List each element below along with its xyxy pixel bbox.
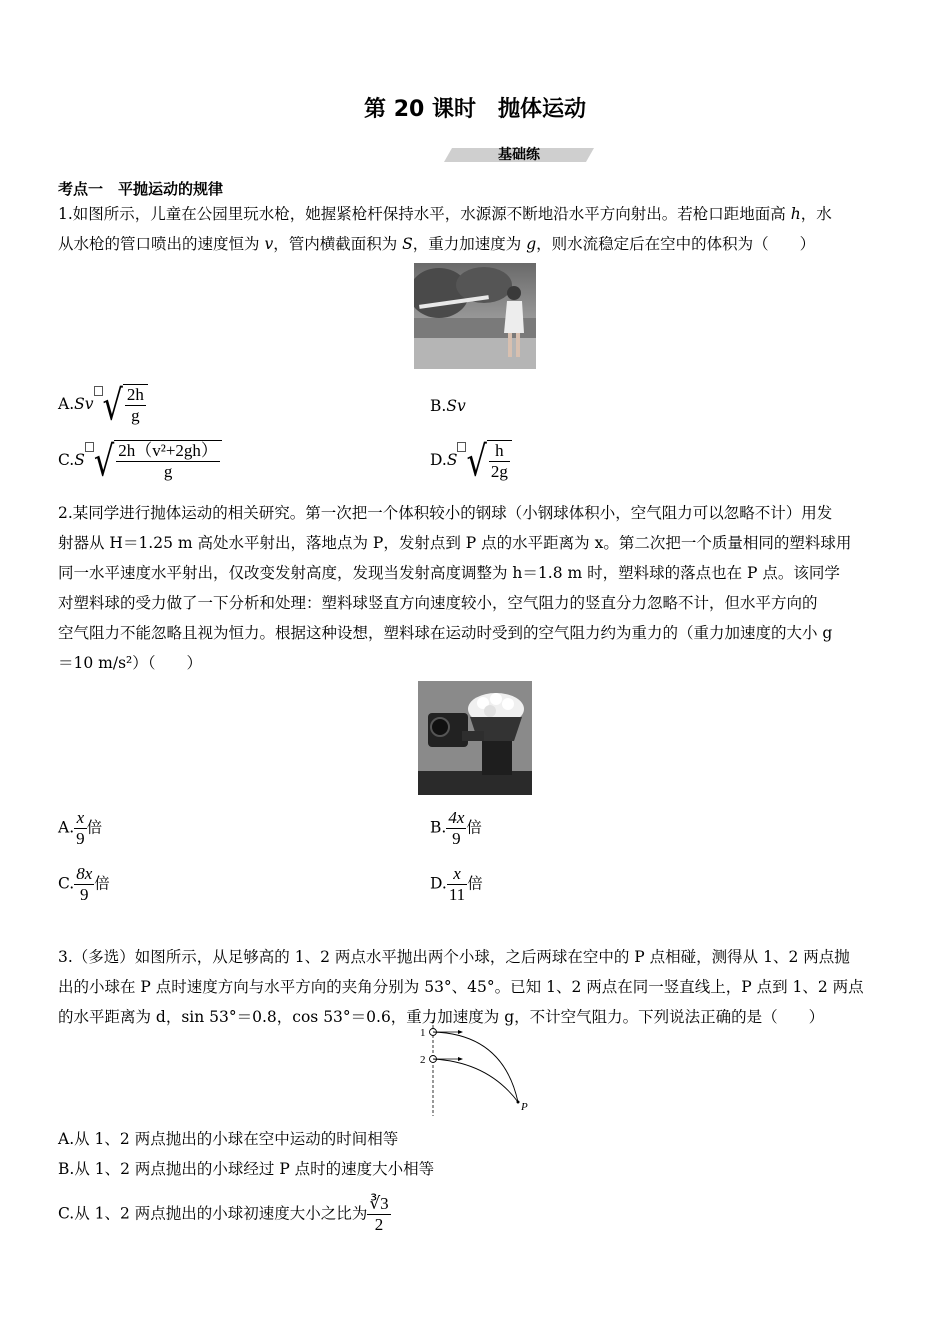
missing-glyph-icon — [94, 386, 103, 396]
q2-line5: 空气阻力不能忽略且视为恒力。根据这种设想，塑料球在运动时受到的空气阻力约为重力的（重力加速度的大小 g — [58, 624, 833, 642]
missing-glyph-icon — [457, 442, 466, 452]
q1-line2b: ，管内横截面积为 — [273, 235, 403, 253]
question-1-text — [58, 199, 892, 259]
q1-option-b[interactable] — [430, 394, 466, 418]
arrowhead-1 — [458, 1030, 463, 1034]
q2-option-d[interactable] — [430, 864, 483, 905]
q2-option-a[interactable] — [58, 808, 102, 849]
q1-line1b: ，水 — [800, 205, 832, 223]
q2-option-a-denominator: 9 — [76, 829, 85, 848]
q3-option-c-numerator: ∛3 — [369, 1194, 389, 1213]
q1-var-v: v — [264, 235, 274, 253]
q1-line2d: ，则水流稳定后在空中的体积为（ ） — [536, 235, 816, 253]
q2-option-b-suffix: 倍 — [466, 818, 482, 837]
q3-option-c[interactable] — [58, 1194, 391, 1235]
q1-line2a: 从水枪的管口喷出的速度恒为 — [58, 235, 265, 253]
section-heading: 考点一 平抛运动的规律 — [58, 180, 224, 198]
q1-option-c-label: C. — [58, 451, 75, 469]
ball-launcher-photo — [418, 681, 532, 795]
q2-line2: 射器从 H＝1.25 m 高处水平射出，落地点为 P，发射点到 P 点的水平距离为 x。第二次把一个质量相同的塑料球用 — [58, 534, 852, 552]
section-banner — [444, 146, 594, 164]
q1-option-a[interactable] — [58, 380, 148, 430]
q2-option-c-denominator: 9 — [80, 885, 89, 904]
q1-option-a-numerator: 2h — [126, 385, 144, 404]
q2-option-a-label: A. — [58, 818, 75, 837]
q3-line3: 的水平距离为 d，sin 53°＝0.8，cos 53°＝0.6，重力加速度为 g，不计空气阻力。下列说法正确的是（ ） — [58, 1008, 825, 1026]
page-title: 第 20 课时 抛体运动 — [364, 97, 586, 122]
q2-line4: 对塑料球的受力做了一下分析和处理：塑料球竖直方向速度较小，空气阻力的竖直分力忽略不计，但水平方向的 — [58, 594, 818, 612]
projectile-diagram — [418, 1020, 538, 1116]
water-gun-photo — [414, 263, 536, 369]
q2-line3: 同一水平速度水平射出，仅改变发射高度，发现当发射高度调整为 h＝1.8 m 时，塑料球的落点也在 P 点。该同学 — [58, 564, 840, 582]
q3-option-c-denominator: 2 — [374, 1215, 384, 1234]
q2-option-b-label: B. — [430, 818, 447, 837]
q2-option-d-label: D. — [430, 874, 447, 893]
q1-line1a: 1.如图所示，儿童在公园里玩水枪，她握紧枪杆保持水平，水源源不断地沿水平方向射出。若枪口距地面高 — [58, 205, 791, 223]
water-gun-photo-image — [414, 263, 536, 369]
projectile-diagram-svg — [418, 1020, 538, 1116]
point-p-marker — [517, 1101, 520, 1104]
q1-option-b-text: Sv — [446, 397, 466, 415]
q3-option-c-text: C.从 1、2 两点抛出的小球初速度大小之比为 — [58, 1204, 368, 1223]
q1-var-S: S — [402, 235, 413, 253]
q1-var-h: h — [790, 205, 801, 223]
banner-label: 基础练 — [498, 147, 540, 163]
q2-option-b-numerator: 4x — [448, 808, 465, 827]
q3-line2: 出的小球在 P 点时速度方向与水平方向的夹角分别为 53°、45°。已知 1、2 两点在同一竖直线上，P 点到 1、2 两点 — [58, 978, 864, 996]
question-3-text — [58, 942, 892, 1032]
q2-option-b[interactable] — [430, 808, 482, 849]
q1-option-d-label: D. — [430, 451, 447, 469]
q1-option-a-prefix: Sv — [74, 395, 94, 413]
q3-option-a[interactable]: A.从 1、2 两点抛出的小球在空中运动的时间相等 — [58, 1130, 399, 1148]
sqrt-symbol: √ $\frac{\text{2h（v²+2gh）}}{g}$ — [94, 440, 222, 482]
trajectory-2 — [433, 1059, 518, 1102]
q1-option-d-numerator: h — [489, 441, 510, 462]
q2-line1: 2.某同学进行抛体运动的相关研究。第一次把一个体积较小的钢球（小钢球体积小，空气阻力可以忽略不计）用发 — [58, 504, 833, 522]
q1-option-a-denominator: g — [131, 406, 140, 425]
q2-option-c-numerator: 8x — [76, 864, 93, 883]
q1-option-c-denominator: g — [163, 462, 173, 481]
sqrt-symbol: √ $\frac{h}{2g}$ — [466, 440, 511, 482]
sqrt-symbol: √ $\frac{2h}{g}$ — [103, 384, 148, 426]
trajectory-1 — [433, 1032, 518, 1102]
q1-option-c-numerator: 2h（v²+2gh） — [118, 441, 218, 460]
q1-var-g: g — [526, 235, 537, 253]
question-2-text — [58, 498, 892, 678]
q1-option-a-label: A. — [58, 395, 75, 413]
arrowhead-2 — [458, 1057, 463, 1061]
q2-option-c-label: C. — [58, 874, 75, 893]
q3-line1: 3.（多选）如图所示，从足够高的 1、2 两点水平抛出两个小球，之后两球在空中的 P 点相碰，测得从 1、2 两点抛 — [58, 948, 850, 966]
q1-option-d[interactable] — [430, 436, 512, 486]
q2-option-d-numerator: x — [447, 864, 467, 885]
ball-launcher-photo-image — [418, 681, 532, 795]
q2-option-a-suffix: 倍 — [86, 818, 103, 837]
label-p: P — [521, 1101, 528, 1113]
q1-option-c-prefix: S — [74, 451, 85, 469]
q2-option-b-denominator: 9 — [452, 829, 461, 848]
q3-option-b[interactable]: B.从 1、2 两点抛出的小球经过 P 点时的速度大小相等 — [58, 1160, 435, 1178]
q2-option-c-suffix: 倍 — [94, 874, 110, 893]
missing-glyph-icon — [85, 442, 94, 452]
q2-option-d-suffix: 倍 — [467, 874, 483, 893]
label-1: 1 — [420, 1027, 426, 1039]
q2-option-a-numerator: x — [74, 808, 87, 829]
q1-option-d-prefix: S — [446, 451, 458, 469]
q2-option-d-denominator: 11 — [448, 885, 466, 904]
q1-option-c[interactable] — [58, 436, 222, 486]
q1-line2c: ，重力加速度为 — [412, 235, 527, 253]
q2-option-c[interactable] — [58, 864, 110, 905]
q1-option-b-label: B. — [430, 397, 447, 415]
q1-option-d-denominator: 2g — [490, 462, 508, 481]
q2-line6: ＝10 m/s²）（ ） — [58, 654, 202, 672]
label-2: 2 — [420, 1054, 426, 1066]
